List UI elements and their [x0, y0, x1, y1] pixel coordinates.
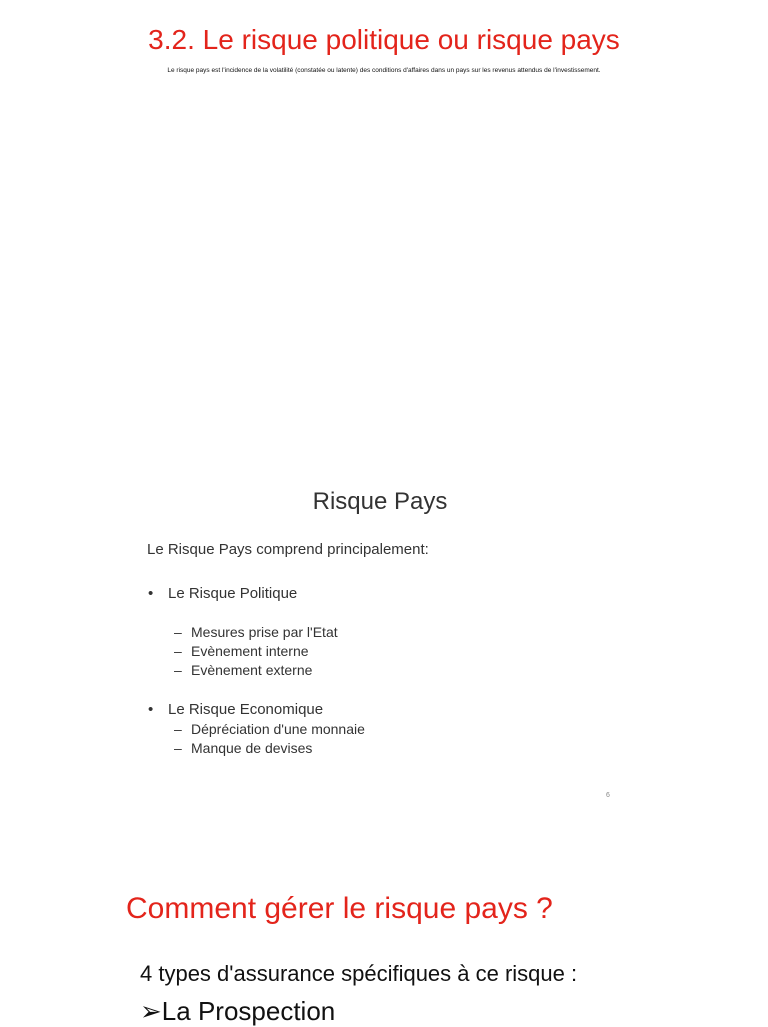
dash-icon: – [174, 740, 182, 756]
sub-item-label: Dépréciation d'une monnaie [191, 721, 365, 737]
bullet-icon: • [148, 585, 154, 602]
list-item-label: La Prospection [161, 996, 336, 1026]
sub-item [174, 662, 312, 678]
bullet-icon: • [148, 701, 154, 718]
dash-icon: – [174, 662, 182, 678]
sub-item-label: Manque de devises [191, 740, 313, 756]
sub-item-label: Mesures prise par l'Etat [191, 624, 338, 640]
bullet-risque-economique [148, 701, 323, 718]
bullet-risque-politique [148, 585, 297, 602]
slide-2-title: Risque Pays [312, 488, 448, 515]
dash-icon: – [174, 721, 182, 737]
slide-3-title: Comment gérer le risque pays ? [126, 892, 553, 925]
sub-item [174, 624, 338, 640]
slide-1-title: 3.2. Le risque politique ou risque pays [148, 24, 620, 55]
slide-2-intro: Le Risque Pays comprend principalement: [147, 541, 429, 558]
sub-item [174, 721, 365, 737]
sub-item [174, 740, 312, 756]
dash-icon: – [174, 624, 182, 640]
sub-item-label: Evènement externe [191, 662, 313, 678]
risque-pays-definition: Le risque pays est l'incidence de la volatilité (constatée ou latente) des conditions d'affaires dans un pays sur les revenus attendus de l'investissement. [167, 67, 601, 74]
list-item-prospection [140, 996, 335, 1027]
slide-3-subtitle: 4 types d'assurance spécifiques à ce risque : [140, 961, 578, 986]
bullet-label: Le Risque Politique [168, 585, 298, 602]
bullet-label: Le Risque Economique [168, 701, 324, 718]
dash-icon: – [174, 643, 182, 659]
page-number: 6 [606, 792, 610, 799]
sub-item-label: Evènement interne [191, 643, 309, 659]
arrow-bullet-icon: ➢ [140, 996, 162, 1026]
sub-item [174, 643, 309, 659]
